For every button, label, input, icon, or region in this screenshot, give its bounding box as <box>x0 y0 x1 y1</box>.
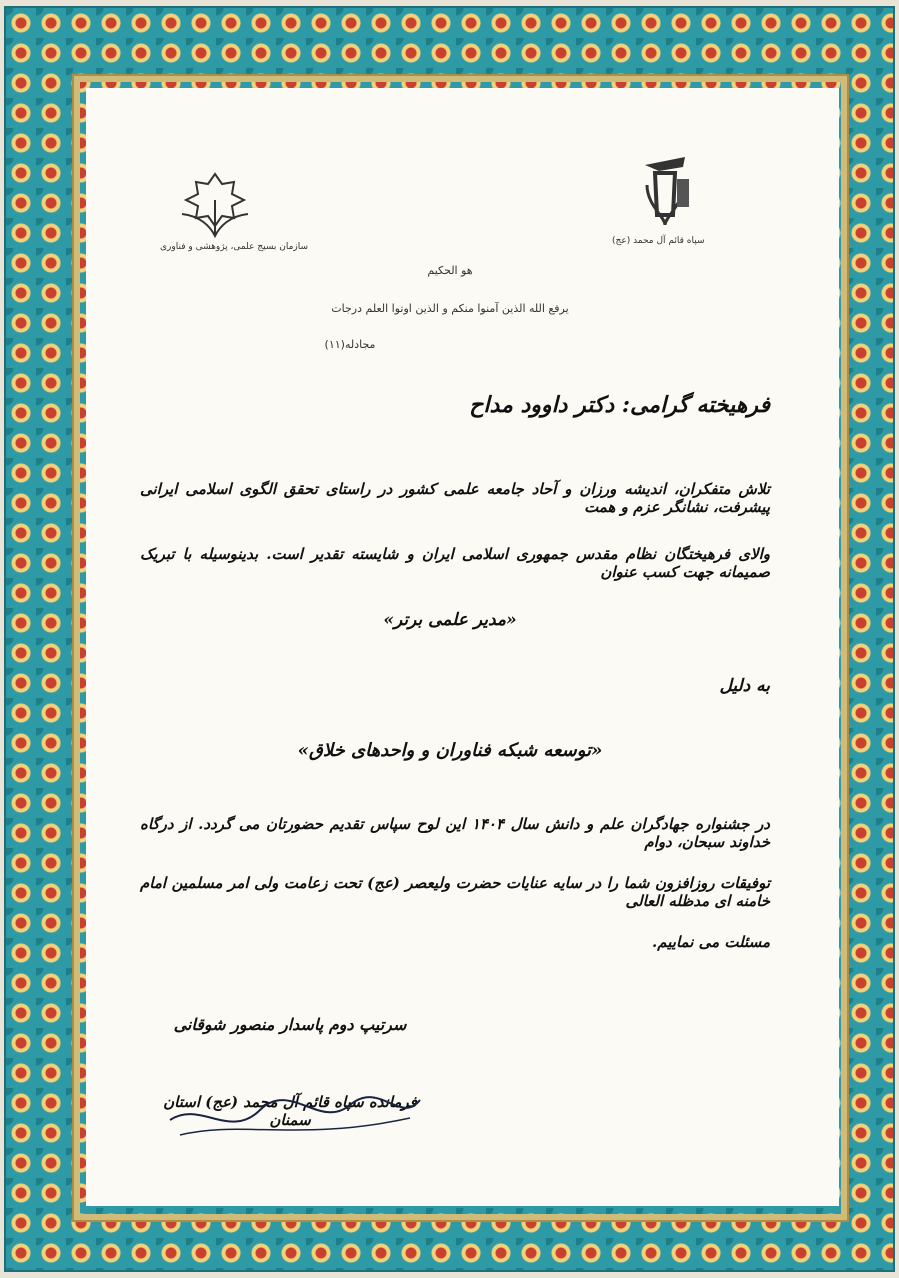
invocation: هو الحکیم <box>427 264 473 277</box>
handwritten-signature <box>160 1080 430 1150</box>
left-org-caption: سازمان بسیج علمی، پژوهشی و فناوری <box>160 242 309 252</box>
paragraph2-line-1: در جشنواره جهادگران علم و دانش سال ۱۴۰۴ این لوح سپاس تقدیم حضورتان می گردد. از درگاه خداوند سبحان، دوام <box>140 815 770 851</box>
right-org-caption: سپاه قائم آل محمد (عج) <box>612 236 705 246</box>
because-label: به دلیل <box>719 676 770 696</box>
paragraph-line-1: تلاش متفکران، اندیشه ورزان و آحاد جامعه علمی کشور در راستای تحقق الگوی اسلامی ایرانی پیشرفت، نشانگر عزم و همت <box>140 480 770 516</box>
award-reason: «توسعه شبکه فناوران و واحدهای خلاق» <box>297 740 603 761</box>
paragraph2-line-2: توفیقات روزافزون شما را در سایه عنایات حضرت ولیعصر (عج) تحت زعامت ولی امر مسلمین امام خامنه ای مدظله العالی <box>140 874 770 910</box>
paragraph-line-2: والای فرهیختگان نظام مقدس جمهوری اسلامی ایران و شایسته تقدیر است. بدینوسیله با تبریک صمیمانه جهت کسب عنوان <box>140 545 770 581</box>
signer-name: سرتیپ دوم پاسدار منصور شوقانی <box>173 1015 407 1034</box>
basij-science-logo <box>170 170 260 250</box>
paragraph2-line-3: مسئلت می نماییم. <box>652 933 770 951</box>
signer-title: فرمانده سپاه قائم آل محمد (عج) استان سمنان <box>163 1093 417 1129</box>
certificate-paper <box>86 88 839 1206</box>
verse-reference: مجادله(۱۱) <box>324 338 376 351</box>
irgc-emblem-logo <box>625 145 705 245</box>
award-title: «مدیر علمی برتر» <box>383 610 517 630</box>
quran-verse: یرفع الله الذین آمنوا منکم و الذین اوتوا العلم درجات <box>331 302 569 315</box>
recipient-name: فرهیخته گرامی: دکتر داوود مداح <box>469 392 770 418</box>
